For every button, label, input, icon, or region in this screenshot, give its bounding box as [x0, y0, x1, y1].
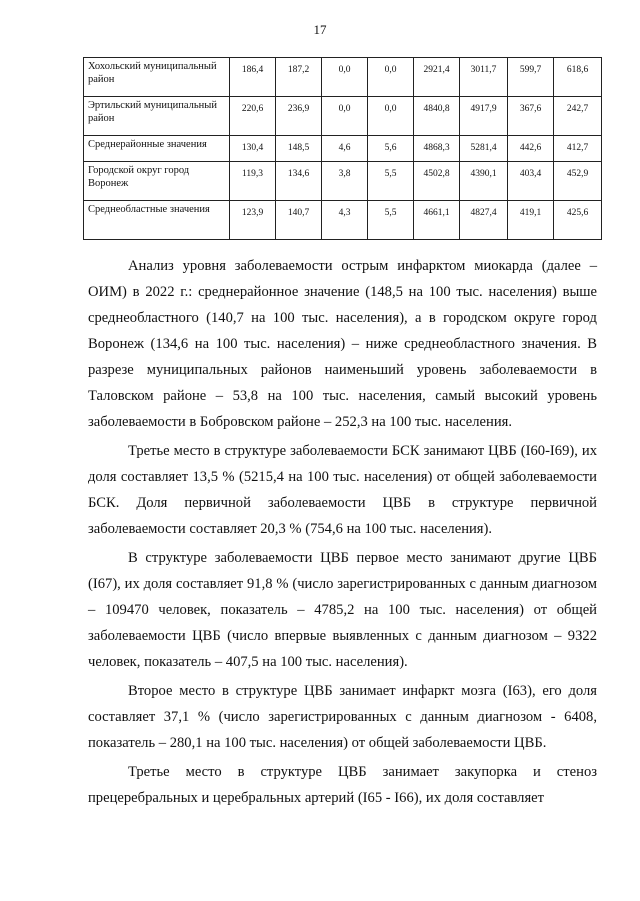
table-cell: 618,6: [554, 58, 602, 97]
row-label: Среднеобластные значения: [84, 201, 230, 240]
table-cell: 412,7: [554, 136, 602, 162]
table-cell: 4661,1: [414, 201, 460, 240]
table-cell: 419,1: [508, 201, 554, 240]
table-cell: 452,9: [554, 162, 602, 201]
table-cell: 5281,4: [460, 136, 508, 162]
row-label: Эртильский муниципальный район: [84, 97, 230, 136]
table-cell: 0,0: [368, 97, 414, 136]
table-row: [84, 162, 602, 201]
table-cell: 367,6: [508, 97, 554, 136]
paragraph: Третье место в структуре ЦВБ занимает закупорка и стеноз прецеребральных и церебральных артерий (I65 - I66), их доля составляет: [88, 764, 597, 806]
table-cell: 2921,4: [414, 58, 460, 97]
table-cell: 140,7: [276, 201, 322, 240]
table-cell: 4,3: [322, 201, 368, 240]
table-cell: 3,8: [322, 162, 368, 201]
table-cell: 599,7: [508, 58, 554, 97]
paragraph: В структуре заболеваемости ЦВБ первое место занимают другие ЦВБ (I67), их доля составляет 91,8 % (число зарегистрированных с данным диагнозом – 109470 человек, показатель – 4785,2 на 100 тыс. населения) от общей заболеваемости ЦВБ (число впервые выявленных с данным диагнозом – 9322 человек, показатель – 407,5 на 100 тыс. населения).: [88, 550, 597, 670]
table-cell: 4917,9: [460, 97, 508, 136]
paragraph: Анализ уровня заболеваемости острым инфарктом миокарда (далее – ОИМ) в 2022 г.: среднерайонное значение (148,5 на 100 тыс. населения) выше среднеобластного (140,7 на 100 тыс. населения), а в городском округе город Воронеж (134,6 на 100 тыс. населения) – ниже среднеобластного значения. В разрезе муниципальных районов наименьший уровень заболеваемости в Таловском районе – 53,8 на 100 тыс. населения, самый высокий уровень заболеваемости в Бобровском районе – 252,3 на 100 тыс. населения.: [88, 258, 597, 430]
table-cell: 130,4: [230, 136, 276, 162]
table-cell: 242,7: [554, 97, 602, 136]
table-cell: 4868,3: [414, 136, 460, 162]
table-cell: 425,6: [554, 201, 602, 240]
table-cell: 4827,4: [460, 201, 508, 240]
table-cell: 0,0: [368, 58, 414, 97]
table-cell: 5,6: [368, 136, 414, 162]
table-cell: 4502,8: [414, 162, 460, 201]
table-cell: 148,5: [276, 136, 322, 162]
paragraph: Третье место в структуре заболеваемости БСК занимают ЦВБ (I60-I69), их доля составляет 13,5 % (5215,4 на 100 тыс. населения) от общей заболеваемости БСК. Доля первичной заболеваемости ЦВБ в структуре первичной заболеваемости составляет 20,3 % (754,6 на 100 тыс. населения).: [88, 443, 597, 537]
table-cell: 4,6: [322, 136, 368, 162]
row-label: Хохольский муниципальный район: [84, 58, 230, 97]
table-cell: 187,2: [276, 58, 322, 97]
table-cell: 4390,1: [460, 162, 508, 201]
table-cell: 4840,8: [414, 97, 460, 136]
table-cell: 186,4: [230, 58, 276, 97]
row-label: Среднерайонные значения: [84, 136, 230, 162]
table-cell: 0,0: [322, 58, 368, 97]
body-text: [88, 253, 597, 814]
statistics-table: [83, 57, 602, 240]
table-cell: 134,6: [276, 162, 322, 201]
table-row: [84, 97, 602, 136]
row-label: Городской округ город Воронеж: [84, 162, 230, 201]
table-cell: 3011,7: [460, 58, 508, 97]
table-cell: 5,5: [368, 162, 414, 201]
table-cell: 119,3: [230, 162, 276, 201]
table-cell: 123,9: [230, 201, 276, 240]
paragraph: Второе место в структуре ЦВБ занимает инфаркт мозга (I63), его доля составляет 37,1 % (число зарегистрированных с данным диагнозом - 6408, показатель – 280,1 на 100 тыс. населения) от общей заболеваемости ЦВБ.: [88, 683, 597, 751]
table-cell: 0,0: [322, 97, 368, 136]
table-cell: 236,9: [276, 97, 322, 136]
table-row: [84, 201, 602, 240]
table-cell: 5,5: [368, 201, 414, 240]
table-cell: 220,6: [230, 97, 276, 136]
table-cell: 442,6: [508, 136, 554, 162]
page-number: 17: [313, 22, 327, 37]
table-row: [84, 136, 602, 162]
table-cell: 403,4: [508, 162, 554, 201]
table-row: [84, 58, 602, 97]
